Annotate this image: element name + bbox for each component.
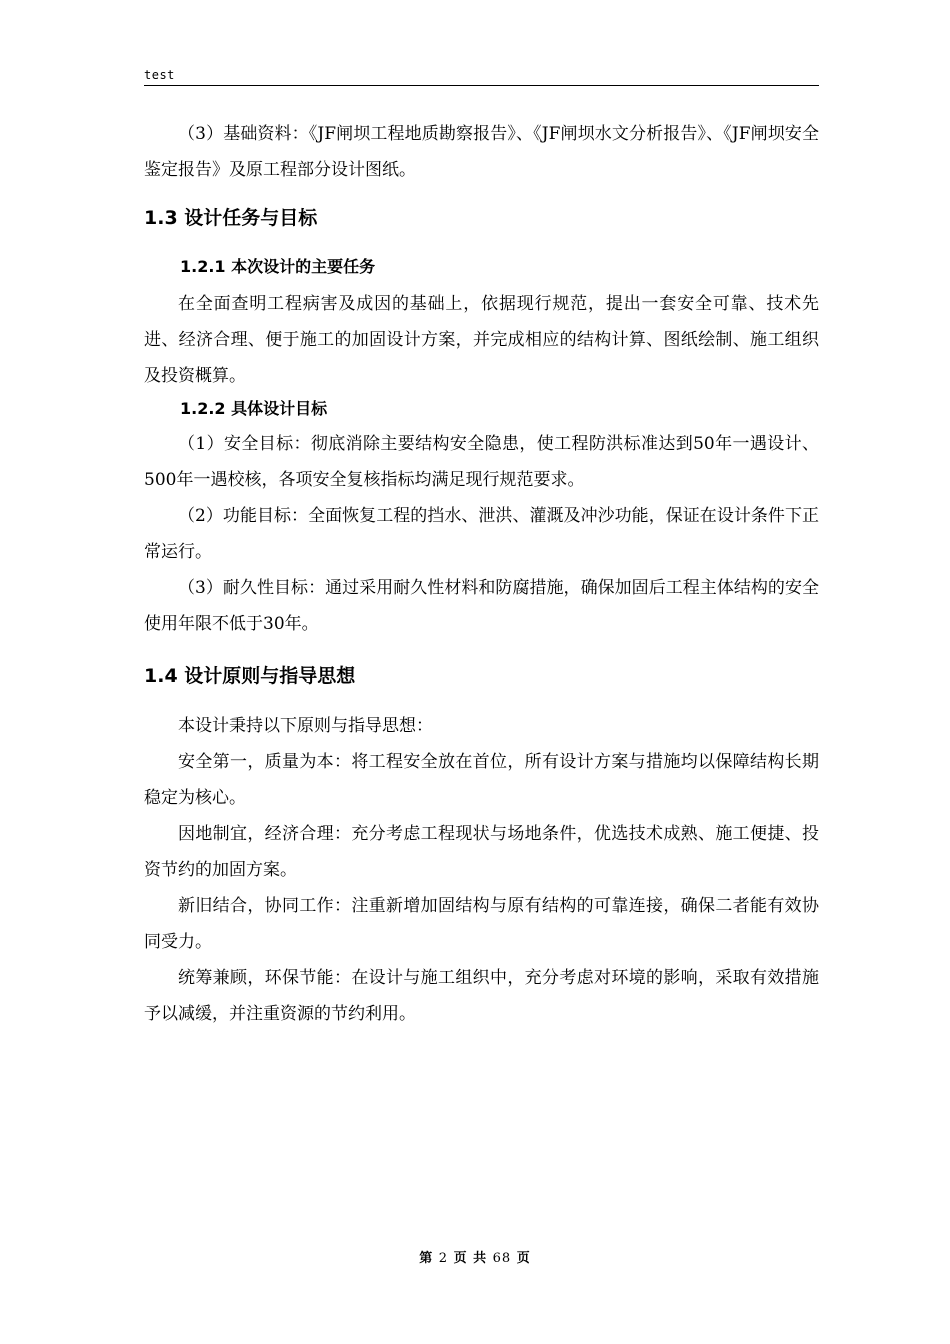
paragraph-principles-intro: 本设计秉持以下原则与指导思想：	[178, 716, 433, 736]
footer-page-number: 2	[438, 1251, 449, 1266]
page-body	[144, 116, 819, 1032]
paragraph-goal-durability: （3）耐久性目标：通过采用耐久性材料和防腐措施，确保加固后工程主体结构的安全使用年限不低于30年。	[144, 578, 819, 634]
paragraph-principle-combine: 新旧结合，协同工作：注重新增加固结构与原有结构的可靠连接，确保二者能有效协同受力。	[144, 896, 819, 952]
paragraph-main-tasks: 在全面查明工程病害及成因的基础上，依据现行规范，提出一套安全可靠、技术先进、经济合理、便于施工的加固设计方案，并完成相应的结构计算、图纸绘制、施工组织及投资概算。	[144, 294, 819, 386]
paragraph-principle-environment: 统筹兼顾，环保节能：在设计与施工组织中，充分考虑对环境的影响，采取有效措施予以减缓，并注重资源的节约利用。	[144, 968, 819, 1024]
section-heading-1-4: 1.4 设计原则与指导思想	[144, 665, 356, 687]
paragraph-goal-function: （2）功能目标：全面恢复工程的挡水、泄洪、灌溉及冲沙功能，保证在设计条件下正常运行。	[144, 506, 819, 562]
subsection-heading-1-2-1: 1.2.1 本次设计的主要任务	[180, 257, 376, 276]
page-footer	[0, 1247, 950, 1266]
subsection-heading-1-2-2: 1.2.2 具体设计目标	[180, 399, 328, 418]
footer-suffix: 页	[516, 1251, 531, 1266]
footer-total-pages: 68	[492, 1251, 512, 1266]
paragraph-principle-safety: 安全第一，质量为本：将工程安全放在首位，所有设计方案与措施均以保障结构长期稳定为核心。	[144, 752, 819, 808]
paragraph-goal-safety: （1）安全目标：彻底消除主要结构安全隐患，使工程防洪标准达到50年一遇设计、500年一遇校核，各项安全复核指标均满足现行规范要求。	[144, 434, 819, 490]
section-heading-1-3: 1.3 设计任务与目标	[144, 207, 318, 229]
page-header-text: test	[144, 68, 175, 82]
footer-middle: 页 共	[453, 1251, 488, 1266]
paragraph-principle-local: 因地制宜，经济合理：充分考虑工程现状与场地条件，优选技术成熟、施工便捷、投资节约的加固方案。	[144, 824, 819, 880]
header-divider	[144, 85, 819, 86]
footer-prefix: 第	[419, 1251, 434, 1266]
paragraph-basic-materials: （3）基础资料：《JF闸坝工程地质勘察报告》、《JF闸坝水文分析报告》、《JF闸坝安全鉴定报告》及原工程部分设计图纸。	[144, 124, 819, 180]
